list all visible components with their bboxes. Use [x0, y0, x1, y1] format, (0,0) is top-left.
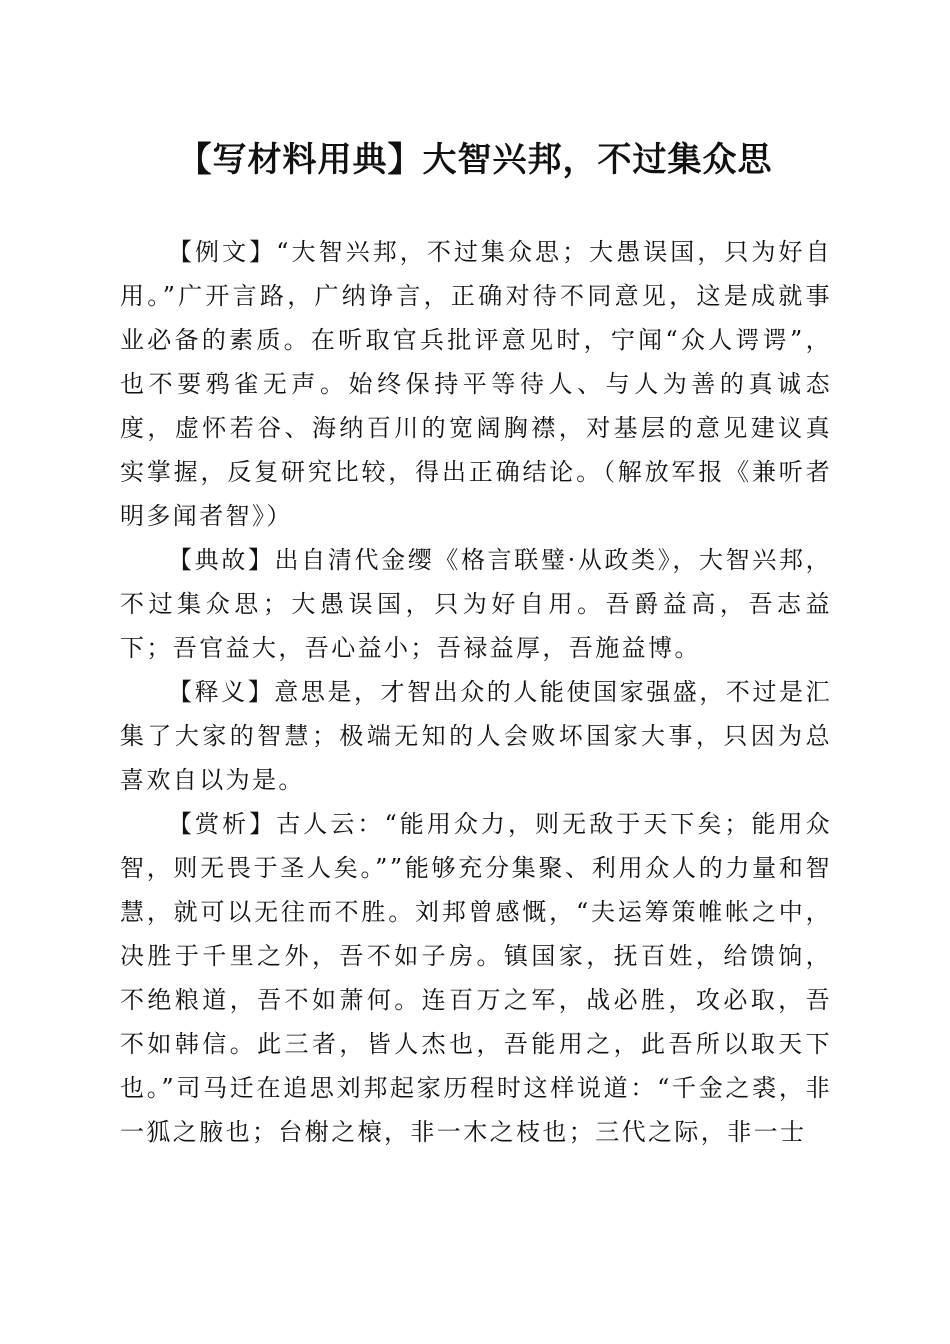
- paragraph-appreciation: 【赏析】古人云：“能用众力，则无敌于天下矣；能用众智，则无畏于圣人矣。””能够充分集聚、利用众人的力量和智慧，就可以无往而不胜。刘邦曾感慨，“夫运筹策帷帐之中，决胜于千里之外，吾不如子房。镇国家，抚百姓，给馈饷，不绝粮道，吾不如萧何。连百万之军，战必胜，攻必取，吾不如韩信。此三者，皆人杰也，吾能用之，此吾所以取天下也。”司马迁在追思刘邦起家历程时这样说道：“千金之裘，非一狐之腋也；台榭之榱，非一木之枝也；三代之际，非一士: [120, 810, 832, 1146]
- paragraph-example: 【例文】“大智兴邦，不过集众思；大愚误国，只为好自用。”广开言路，广纳诤言，正确对待不同意见，这是成就事业必备的素质。在听取官兵批评意见时，宁闻“众人谔谔”，也不要鸦雀无声。始终保持平等待人、与人为善的真诚态度，虚怀若谷、海纳百川的宽阔胸襟，对基层的意见建议真实掌握，反复研究比较，得出正确结论。（解放军报《兼听者明多闻者智》）: [120, 238, 832, 530]
- document-title: 【写材料用典】大智兴邦，不过集众思: [177, 140, 773, 180]
- document-body: [120, 230, 832, 1154]
- paragraph-meaning: 【释义】意思是，才智出众的人能使国家强盛，不过是汇集了大家的智慧；极端无知的人会败坏国家大事，只因为总喜欢自以为是。: [120, 678, 832, 794]
- paragraph-allusion: 【典故】出自清代金缨《格言联璧·从政类》，大智兴邦，不过集众思；大愚误国，只为好自用。吾爵益高，吾志益下；吾官益大，吾心益小；吾禄益厚，吾施益博。: [120, 546, 832, 662]
